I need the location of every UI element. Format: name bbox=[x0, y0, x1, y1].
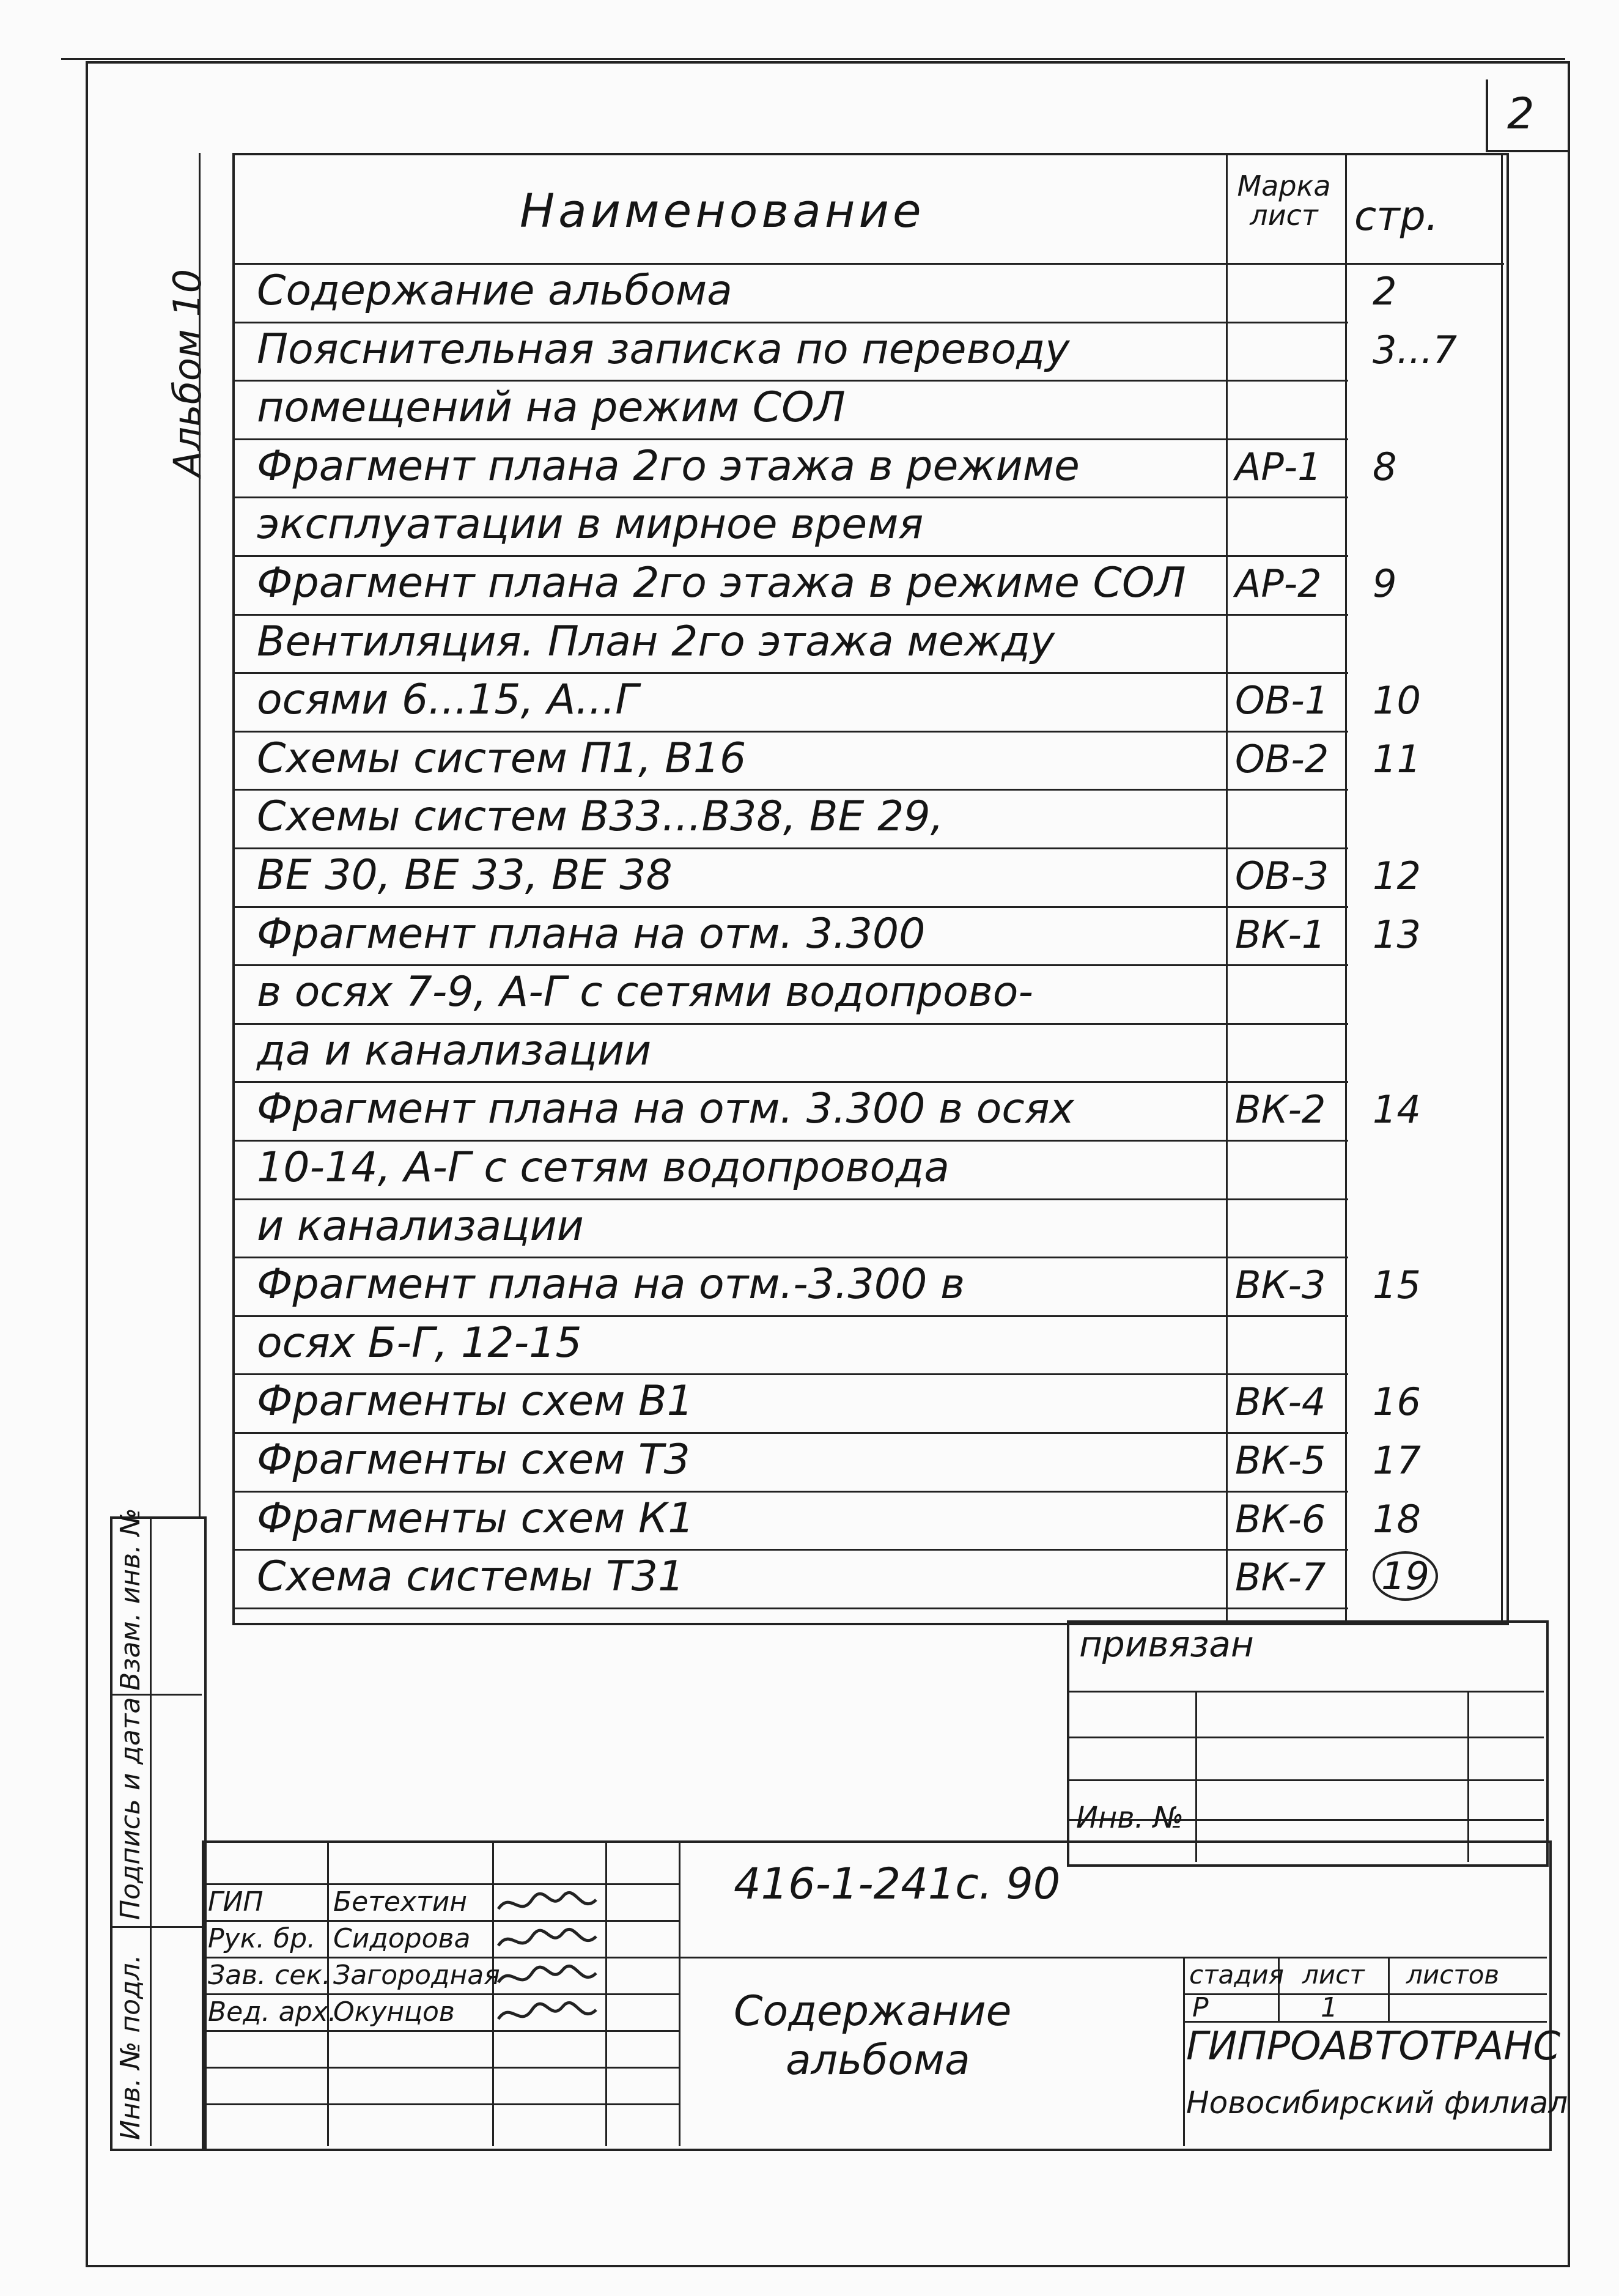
people-rule-5 bbox=[202, 2067, 679, 2069]
binding-inv-label: Инв. № bbox=[1076, 1801, 1184, 1835]
doc-title-line2: альбома bbox=[786, 2036, 970, 2084]
stage-rule-2 bbox=[1183, 2021, 1547, 2023]
row-rule bbox=[232, 1257, 1348, 1258]
row-rule bbox=[232, 964, 1348, 966]
row-page: 17 bbox=[1373, 1438, 1421, 1483]
doc-title-line1: Содержание bbox=[734, 1987, 1012, 2036]
top-border-line bbox=[61, 58, 1565, 60]
stage-header-stage: стадия bbox=[1189, 1960, 1284, 1990]
side-inv-podl: Инв. № подл. bbox=[115, 1954, 146, 2140]
person-name: Загородная bbox=[333, 1960, 500, 1991]
side-vzam-inv: Взам. инв. № bbox=[115, 1508, 146, 1691]
title-col-date bbox=[679, 1840, 680, 2146]
signature-mark bbox=[495, 1998, 599, 2031]
row-rule bbox=[232, 1081, 1348, 1083]
header-name: Наименование bbox=[520, 183, 925, 238]
person-name: Сидорова bbox=[333, 1923, 471, 1954]
row-rule bbox=[232, 847, 1348, 849]
person-role: Рук. бр. bbox=[208, 1923, 316, 1954]
row-name: Вентиляция. План 2го этажа между bbox=[257, 617, 1055, 666]
row-name: ВЕ 30, ВЕ 33, ВЕ 38 bbox=[257, 851, 673, 899]
row-rule bbox=[232, 614, 1348, 616]
stage-value-sheet: 1 bbox=[1321, 1992, 1338, 2023]
stage-header-sheet: лист bbox=[1302, 1960, 1365, 1990]
row-page: 11 bbox=[1373, 736, 1421, 781]
row-page: 13 bbox=[1373, 912, 1421, 957]
row-page: 19 bbox=[1373, 1551, 1438, 1601]
row-name: в осях 7-9, А-Г с сетями водопрово- bbox=[257, 968, 1033, 1017]
stage-header-sheets: листов bbox=[1406, 1960, 1500, 1990]
row-rule bbox=[232, 1491, 1348, 1493]
row-name: осях Б-Г, 12-15 bbox=[257, 1318, 582, 1367]
row-rule bbox=[232, 496, 1348, 498]
row-code: АР-2 bbox=[1235, 561, 1322, 606]
signature-mark bbox=[495, 1924, 599, 1958]
row-name: Схема системы Т31 bbox=[257, 1552, 685, 1601]
row-name: Пояснительная записка по переводу bbox=[257, 325, 1070, 374]
row-code: ОВ-2 bbox=[1235, 736, 1329, 781]
row-rule bbox=[232, 1315, 1348, 1317]
org-name: ГИПРОАВТОТРАНС bbox=[1186, 2024, 1561, 2069]
row-name: Фрагмент плана 2го этажа в режиме bbox=[257, 441, 1080, 490]
row-code: ОВ-3 bbox=[1235, 854, 1329, 898]
binding-rule-1 bbox=[1067, 1691, 1544, 1692]
row-page: 3...7 bbox=[1373, 327, 1458, 372]
row-page: 16 bbox=[1373, 1379, 1421, 1425]
row-name: Фрагменты схем В1 bbox=[257, 1377, 693, 1426]
row-rule bbox=[232, 1432, 1348, 1434]
row-name: Фрагмент плана на отм. 3.300 bbox=[257, 909, 926, 958]
row-name: и канализации bbox=[257, 1202, 584, 1250]
doc-code: 416-1-241с. 90 bbox=[734, 1859, 1061, 1909]
side-stamp-rule-2 bbox=[110, 1926, 202, 1928]
side-stamp-col bbox=[150, 1516, 152, 2146]
row-page: 8 bbox=[1373, 444, 1397, 489]
row-page: 12 bbox=[1373, 854, 1421, 898]
row-rule bbox=[232, 1140, 1348, 1142]
row-page: 2 bbox=[1373, 269, 1397, 314]
row-rule bbox=[232, 438, 1348, 440]
row-name: эксплуатации в мирное время bbox=[257, 500, 924, 549]
header-page: стр. bbox=[1354, 193, 1439, 240]
person-name: Бетехтин bbox=[333, 1886, 467, 1918]
row-code: ВК-4 bbox=[1235, 1379, 1326, 1425]
row-name: 10-14, А-Г с сетям водопровода bbox=[257, 1143, 950, 1192]
row-page: 9 bbox=[1373, 561, 1397, 606]
row-name: помещений на режим СОЛ bbox=[257, 383, 846, 432]
org-branch: Новосибирский филиал bbox=[1186, 2085, 1568, 2121]
row-code: ОВ-1 bbox=[1235, 678, 1329, 723]
row-code: ВК-7 bbox=[1235, 1555, 1326, 1600]
row-rule bbox=[232, 789, 1348, 791]
stage-col-2 bbox=[1388, 1957, 1390, 2021]
col-divider-code bbox=[1226, 153, 1228, 1620]
binding-rule-2 bbox=[1067, 1737, 1544, 1738]
binding-col-1 bbox=[1195, 1691, 1197, 1862]
row-name: Фрагмент плана 2го этажа в режиме СОЛ bbox=[257, 559, 1186, 607]
people-rule-6 bbox=[202, 2103, 679, 2105]
row-page: 14 bbox=[1373, 1087, 1421, 1132]
binding-rule-3 bbox=[1067, 1779, 1544, 1781]
row-name: Фрагменты схем К1 bbox=[257, 1494, 695, 1543]
page-number: 2 bbox=[1507, 89, 1535, 139]
row-name: да и канализации bbox=[257, 1026, 652, 1075]
binding-col-2 bbox=[1467, 1691, 1469, 1862]
album-label: Альбом 10 bbox=[165, 268, 210, 477]
stage-value-stage: Р bbox=[1192, 1992, 1209, 2023]
row-rule bbox=[232, 906, 1348, 908]
header-rule bbox=[232, 263, 1504, 265]
row-rule bbox=[232, 731, 1348, 733]
row-name: Схемы систем П1, В16 bbox=[257, 734, 747, 783]
table-left-rule bbox=[199, 153, 201, 1516]
row-name: Схемы систем В33...В38, ВЕ 29, bbox=[257, 792, 944, 841]
row-rule bbox=[232, 322, 1348, 323]
row-rule bbox=[232, 1549, 1348, 1551]
signature-mark bbox=[495, 1888, 599, 1921]
person-name: Окунцов bbox=[333, 1996, 455, 2028]
binding-label: привязан bbox=[1079, 1623, 1254, 1665]
row-code: ВК-3 bbox=[1235, 1263, 1326, 1308]
row-code: ВК-6 bbox=[1235, 1496, 1326, 1541]
row-rule bbox=[232, 672, 1348, 674]
row-page: 15 bbox=[1373, 1263, 1421, 1308]
side-stamp-rule-1 bbox=[110, 1694, 202, 1696]
side-signature-date: Подпись и дата bbox=[115, 1697, 146, 1920]
row-page: 18 bbox=[1373, 1496, 1421, 1541]
row-page: 10 bbox=[1373, 678, 1421, 723]
row-rule bbox=[232, 1023, 1348, 1025]
row-code: ВК-1 bbox=[1235, 912, 1326, 957]
row-name: Фрагмент плана на отм.-3.300 в bbox=[257, 1260, 965, 1309]
people-rule-3 bbox=[202, 1993, 679, 1995]
col-divider-right bbox=[1501, 153, 1503, 1620]
row-code: ВК-2 bbox=[1235, 1087, 1326, 1132]
col-divider-page bbox=[1345, 153, 1347, 1620]
row-code: АР-1 bbox=[1235, 444, 1322, 489]
person-role: ГИП bbox=[208, 1886, 264, 1918]
row-rule bbox=[232, 380, 1348, 382]
header-code: Марка лист bbox=[1237, 169, 1331, 232]
row-rule bbox=[232, 1198, 1348, 1200]
row-rule bbox=[232, 1608, 1348, 1609]
row-name: Фрагмент плана на отм. 3.300 в осях bbox=[257, 1085, 1074, 1134]
people-rule-4 bbox=[202, 2030, 679, 2032]
row-name: Содержание альбома bbox=[257, 267, 732, 315]
person-role: Зав. сек. bbox=[208, 1960, 331, 1991]
row-name: осями 6...15, А...Г bbox=[257, 676, 639, 725]
row-rule bbox=[232, 1373, 1348, 1375]
people-rule-2 bbox=[202, 1920, 679, 1922]
people-rule-1 bbox=[202, 1883, 679, 1885]
row-code: ВК-5 bbox=[1235, 1438, 1326, 1483]
row-rule bbox=[232, 555, 1348, 557]
title-col-stage bbox=[1183, 1957, 1185, 2146]
stage-rule-1 bbox=[1183, 1993, 1547, 1995]
row-name: Фрагменты схем Т3 bbox=[257, 1436, 690, 1484]
title-rule-top bbox=[202, 1957, 1547, 1958]
signature-mark bbox=[495, 1961, 599, 1995]
person-role: Вед. арх. bbox=[208, 1996, 337, 2028]
